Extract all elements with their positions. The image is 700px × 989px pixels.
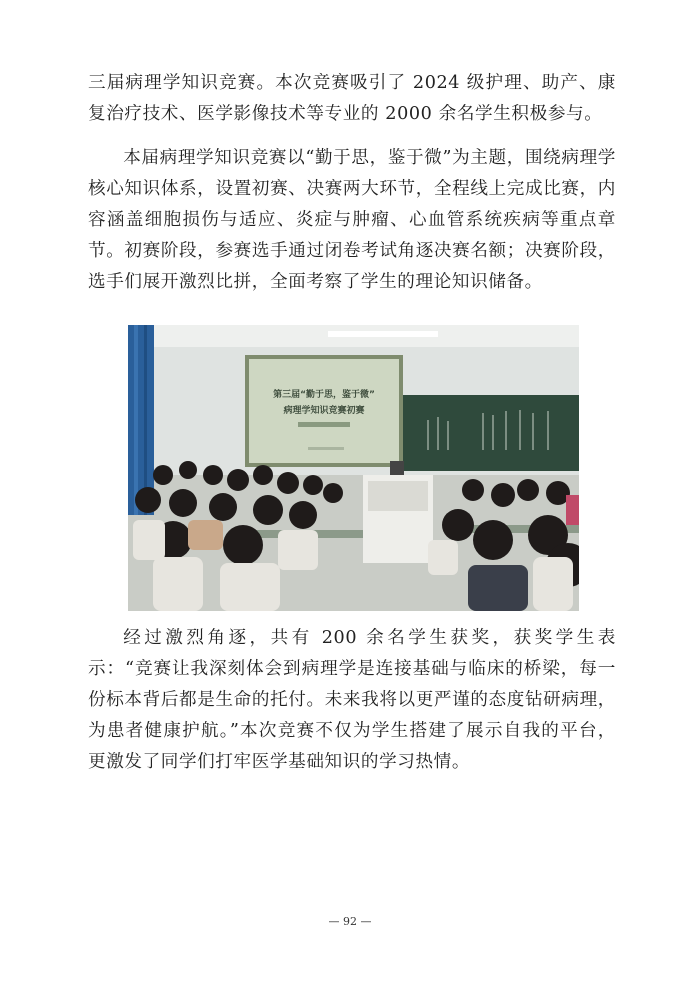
paragraph-continuation: 三届病理学知识竞赛。本次竞赛吸引了 2024 级护理、助产、康复治疗技术、医学影像技术等专业的 2000 余名学生积极参与。 — [88, 73, 616, 124]
screen-title-line2: 病理学知识竞赛初赛 — [283, 406, 365, 416]
screen-title-line1: 第三届“勤于思，鉴于微” — [273, 390, 375, 400]
paragraph-competition-details: 本届病理学知识竞赛以“勤于思，鉴于微”为主题，围绕病理学核心知识体系，设置初赛、决赛两大环节，全程线上完成比赛，内容涵盖细胞损伤与适应、炎症与肿瘤、心血管系统疾病等重点章节。初赛阶段，参赛选手通过闭卷考试角逐决赛名额；决赛阶段，选手们展开激烈比拼，全面考察了学生的理论知识储备。 — [88, 148, 616, 292]
classroom-photo — [128, 325, 579, 611]
page-number: — 92 — — [328, 915, 372, 928]
paragraph-results: 经过激烈角逐，共有 200 余名学生获奖，获奖学生表示：“竞赛让我深刻体会到病理学是连接基础与临床的桥梁，每一份标本背后都是生命的托付。未来我将以更严谨的态度钻研病理，为患者健康护航。”本次竞赛不仅为学生搭建了展示自我的平台，更激发了同学们打牢医学基础知识的学习热情。 — [88, 628, 616, 772]
